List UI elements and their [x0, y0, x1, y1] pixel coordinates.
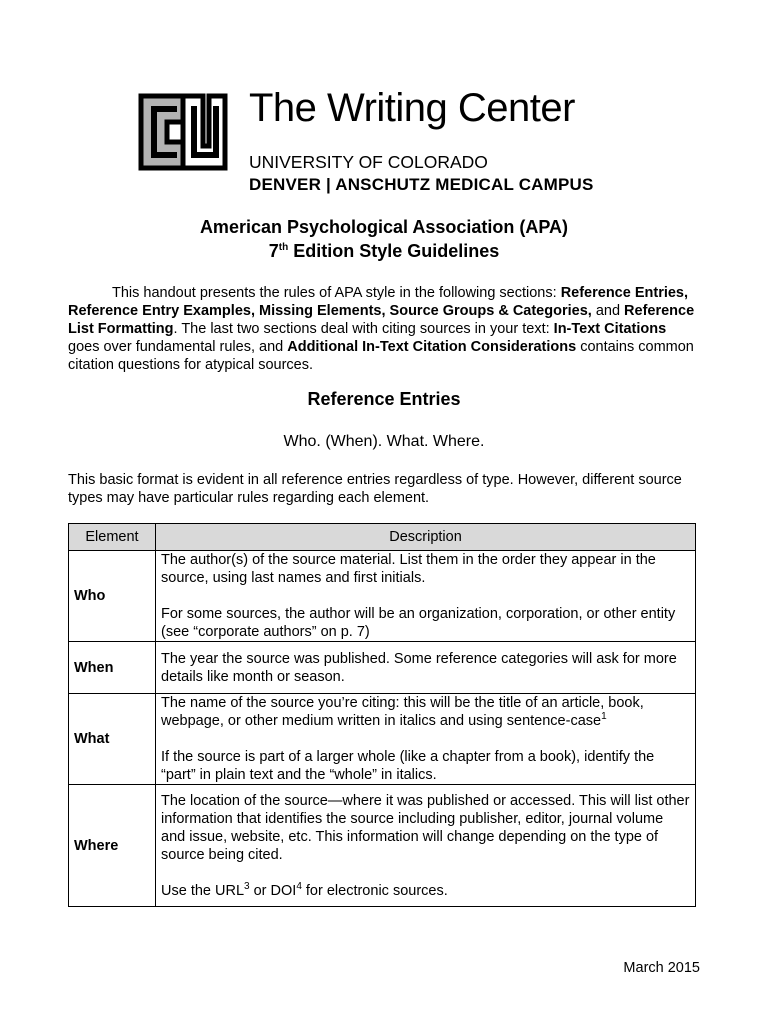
row-description [156, 694, 696, 785]
description-text: The name of the source you’re citing: this will be the title of an article, book, webpage, or other medium written in italics and using sentence-case [161, 695, 644, 729]
table-header-row [69, 524, 696, 551]
table-row [69, 642, 696, 694]
description-text: Use the URL [161, 882, 245, 899]
header-description: Description [156, 524, 696, 551]
reference-elements-table [68, 523, 696, 907]
row-element: What [69, 694, 156, 785]
edition-number: 7 [268, 241, 279, 261]
description-paragraph [161, 694, 690, 730]
section-heading: Reference Entries [307, 389, 461, 409]
footnote-marker: 3 [244, 880, 250, 892]
row-element: Where [69, 785, 156, 907]
campus-name: DENVER | ANSCHUTZ MEDICAL CAMPUS [249, 175, 594, 194]
intro-text-5: contains common citation questions for atypical sources. [68, 339, 694, 373]
row-description [156, 642, 696, 694]
description-paragraph: For some sources, the author will be an organization, corporation, or other entity (see “corporate authors” on p. 7) [161, 606, 676, 640]
description-paragraph: The location of the source—where it was published or accessed. This will list other information that identifies the source including publisher, editor, journal volume and issue, website, etc. This information will change depending on the type of source being cited. [161, 792, 690, 863]
university-name: UNIVERSITY OF COLORADO [249, 152, 488, 172]
footnote-marker: 1 [601, 711, 607, 723]
description-paragraph [161, 882, 690, 900]
edition-suffix: th [278, 242, 289, 253]
table-row [69, 785, 696, 907]
intro-bold-formatting: Reference List Formatting [68, 303, 695, 337]
intro-text-4: goes over fundamental rules, and [68, 339, 288, 355]
row-description [156, 551, 696, 642]
intro-paragraph [68, 284, 700, 374]
intro-bold-intext: In-Text Citations [553, 321, 667, 337]
description-paragraph: The year the source was published. Some reference categories will ask for more details like month or season. [161, 650, 677, 685]
table-row [69, 551, 696, 642]
intro-bold-sections: Reference Entries, Reference Entry Examples, Missing Elements, Source Groups & Categories, [68, 285, 689, 319]
reference-formula: Who. (When). What. Where. [283, 433, 485, 450]
footnote-marker: 4 [296, 880, 302, 892]
description-text: or DOI [249, 882, 297, 899]
intro-text-3: . The last two sections deal with citing sources in your text: [173, 321, 554, 337]
description-paragraph: The author(s) of the source material. List them in the order they appear in the source, using last names and first initials. [161, 552, 656, 586]
org-name: The Writing Center [249, 86, 575, 130]
document-subtitle [0, 240, 768, 262]
row-element: Who [69, 551, 156, 642]
edition-text: Edition Style Guidelines [288, 241, 500, 261]
row-element: When [69, 642, 156, 694]
basic-format-paragraph: This basic format is evident in all reference entries regardless of type. However, different source types may have particular rules regarding each element. [68, 472, 682, 506]
footer-date: March 2015 [623, 960, 700, 976]
description-text: for electronic sources. [301, 882, 448, 899]
intro-text-1: This handout presents the rules of APA style in the following sections: [112, 285, 561, 301]
cu-logo [137, 86, 229, 178]
page-header [137, 86, 627, 198]
intro-text-2: and [591, 303, 625, 319]
intro-bold-additional: Additional In-Text Citation Considerations [287, 339, 577, 355]
document-title: American Psychological Association (APA) [199, 217, 569, 237]
header-element: Element [69, 524, 156, 551]
table-row [69, 694, 696, 785]
description-paragraph: If the source is part of a larger whole (like a chapter from a book), identify the “part” in plain text and the “whole” in italics. [161, 749, 655, 783]
row-description [156, 785, 696, 907]
